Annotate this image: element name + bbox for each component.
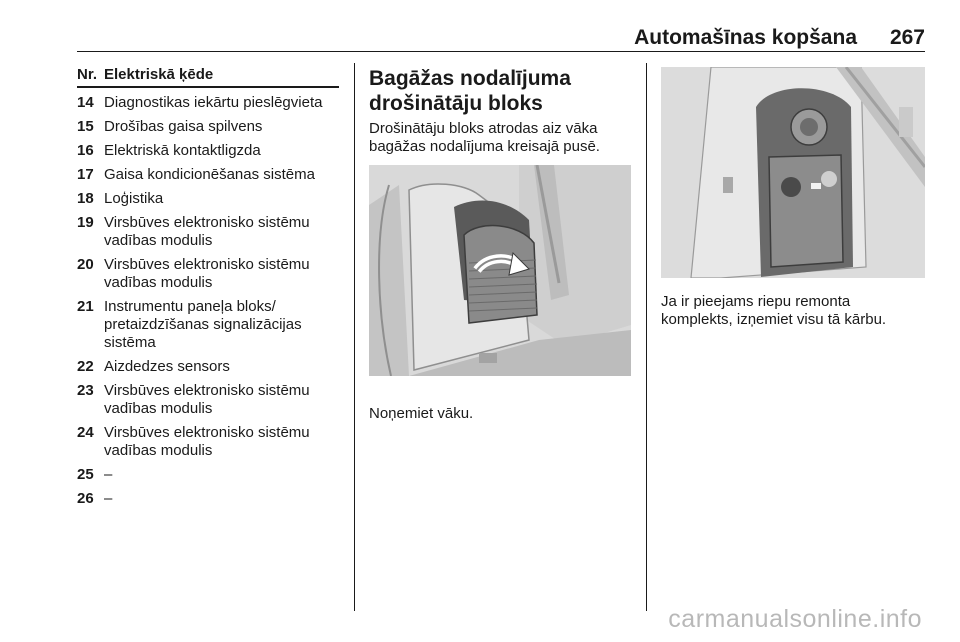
fuse-circuit: Gaisa kondicionēšanas sistēma [104, 166, 315, 183]
fuse-circuit: – [104, 490, 113, 507]
right-column-text [661, 293, 925, 329]
section-heading-line1: Bagāžas nodalījuma [369, 67, 571, 90]
column-header-number: Nr. [77, 66, 98, 83]
section-heading-line2: drošinātāju bloks [369, 92, 543, 115]
cargo-cover-illustration [369, 165, 631, 376]
fuse-circuit: Instrumentu paneļa bloks/ pretaizdzīšanas signalizācijas sistēma [104, 298, 302, 351]
table-row [77, 142, 339, 160]
fuse-number: 20 [77, 256, 94, 273]
table-row [77, 166, 339, 184]
header-rule [77, 51, 925, 52]
column-divider-left [354, 63, 355, 611]
fuse-circuit: Virsbūves elektronisko sistēmu vadības modulis [104, 256, 310, 291]
fuse-circuit: Aizdedzes sensors [104, 358, 230, 375]
chapter-title: Automašīnas kopšana [634, 26, 857, 49]
table-row [77, 466, 339, 484]
table-row [77, 298, 339, 352]
fuse-circuit: Drošības gaisa spilvens [104, 118, 263, 135]
table-row [77, 358, 339, 376]
fuse-circuit: Virsbūves elektronisko sistēmu vadības modulis [104, 214, 310, 249]
fuse-number: 16 [77, 142, 94, 159]
fuse-number: 17 [77, 166, 94, 183]
table-header [77, 66, 339, 88]
fuse-box-illustration [661, 67, 925, 278]
fuse-circuit: Virsbūves elektronisko sistēmu vadības modulis [104, 424, 310, 459]
table-row [77, 490, 339, 508]
page-header [77, 26, 925, 52]
fuse-number: 25 [77, 466, 94, 483]
table-row [77, 256, 339, 292]
table-row [77, 424, 339, 460]
fuse-circuit: Elektriskā kontaktligzda [104, 142, 261, 159]
fuse-circuit: Diagnostikas iekārtu pieslēgvieta [104, 94, 323, 111]
table-row [77, 190, 339, 208]
fuse-number: 19 [77, 214, 94, 231]
table-row [77, 214, 339, 250]
intro-paragraph: Drošinātāju bloks atrodas aiz vāka bagāžas nodalījuma kreisajā pusē. [369, 120, 600, 155]
table-row [77, 382, 339, 418]
fuse-number: 14 [77, 94, 94, 111]
fuse-circuit: Virsbūves elektronisko sistēmu vadības modulis [104, 382, 310, 417]
watermark: carmanualsonline.info [668, 605, 922, 633]
fuse-circuit: Loģistika [104, 190, 164, 207]
fuse-number: 23 [77, 382, 94, 399]
section-heading [369, 66, 631, 116]
column-divider-right [646, 63, 647, 611]
fuse-number: 26 [77, 490, 94, 507]
caption-remove-cover: Noņemiet vāku. [369, 405, 474, 422]
fuse-number: 15 [77, 118, 94, 135]
column-header-circuit: Elektriskā ķēde [104, 66, 214, 83]
table-row [77, 94, 339, 112]
page-number: 267 [889, 26, 925, 49]
fuse-circuit: – [104, 466, 113, 483]
fuse-table [77, 66, 339, 508]
fuse-number: 21 [77, 298, 94, 315]
table-row [77, 118, 339, 136]
caption-repair-kit: Ja ir pieejams riepu remonta komplekts, izņemiet visu tā kārbu. [661, 293, 887, 328]
fuse-number: 18 [77, 190, 94, 207]
fuse-number: 22 [77, 358, 94, 375]
fuse-number: 24 [77, 424, 94, 441]
section-body [369, 66, 631, 156]
